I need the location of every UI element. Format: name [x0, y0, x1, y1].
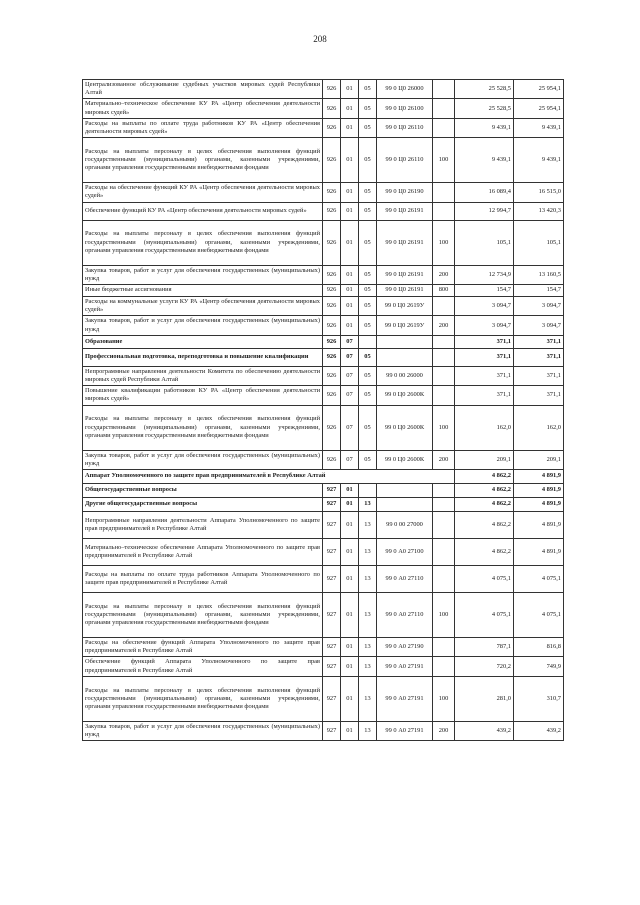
amount-year2-cell: 105,1 — [514, 220, 564, 265]
table-row — [83, 316, 564, 335]
amount-year1-cell: 4 862,2 — [455, 512, 514, 539]
amount-year2-cell: 162,0 — [514, 405, 564, 450]
section-cell: 01 — [341, 297, 359, 316]
target-article-cell: 99 0 Ц0 26191 — [377, 285, 433, 297]
expense-type-cell — [433, 202, 455, 220]
table-row — [83, 512, 564, 539]
section-cell: 01 — [341, 80, 359, 99]
subsection-cell: 13 — [359, 676, 377, 721]
target-article-cell: 99 0 Ц0 26190 — [377, 183, 433, 202]
grbs-cell: 927 — [323, 566, 341, 593]
amount-year1-cell: 4 862,2 — [455, 539, 514, 566]
table-row — [83, 99, 564, 118]
row-name-cell: Повышение квалификации работников КУ РА «Центр обеспечения деятельности мировых судей» — [83, 386, 323, 405]
row-name-cell: Закупка товаров, работ и услуг для обеспечения государственных (муниципальных) нужд — [83, 721, 323, 740]
table-row — [83, 285, 564, 297]
subsection-cell: 13 — [359, 657, 377, 676]
row-name-cell: Аппарат Уполномоченного по защите прав предпринимателей в Республике Алтай — [83, 470, 455, 484]
table-row — [83, 297, 564, 316]
section-cell: 01 — [341, 220, 359, 265]
table-row — [83, 265, 564, 284]
table-row — [83, 498, 564, 512]
grbs-cell: 927 — [323, 593, 341, 638]
budget-table — [82, 79, 564, 741]
section-cell: 07 — [341, 348, 359, 366]
amount-year2-cell: 3 094,7 — [514, 316, 564, 335]
target-article-cell: 99 0 А0 27191 — [377, 676, 433, 721]
table-row — [83, 470, 564, 484]
section-cell: 01 — [341, 138, 359, 183]
amount-year2-cell: 209,1 — [514, 450, 564, 469]
target-article-cell: 99 0 00 27000 — [377, 512, 433, 539]
amount-year2-cell: 749,9 — [514, 657, 564, 676]
section-cell: 01 — [341, 512, 359, 539]
amount-year2-cell: 4 891,9 — [514, 484, 564, 498]
row-name-cell: Расходы на выплаты персоналу в целях обеспечения выполнения функций государственными (муниципальными) органами, казенными учреждениями, органами управления государственными внебюджетными фондами — [83, 220, 323, 265]
grbs-cell: 926 — [323, 265, 341, 284]
row-name-cell: Расходы на выплаты по оплате труда работников КУ РА «Центр обеспечения деятельности мировых судей» — [83, 118, 323, 137]
section-cell: 07 — [341, 386, 359, 405]
amount-year2-cell: 4 891,9 — [514, 539, 564, 566]
grbs-cell: 926 — [323, 220, 341, 265]
grbs-cell: 926 — [323, 118, 341, 137]
amount-year1-cell: 4 862,2 — [455, 498, 514, 512]
section-cell: 01 — [341, 484, 359, 498]
subsection-cell: 05 — [359, 80, 377, 99]
expense-type-cell — [433, 566, 455, 593]
section-cell: 01 — [341, 183, 359, 202]
target-article-cell: 99 0 Ц0 26110 — [377, 118, 433, 137]
section-cell: 01 — [341, 638, 359, 657]
row-name-cell: Расходы на выплаты персоналу в целях обеспечения выполнения функций государственными (муниципальными) органами, казенными учреждениями, органами управления государственными внебюджетными фондами — [83, 593, 323, 638]
grbs-cell: 927 — [323, 638, 341, 657]
expense-type-cell: 200 — [433, 316, 455, 335]
amount-year1-cell: 9 439,1 — [455, 118, 514, 137]
row-name-cell: Непрограммные направления деятельности Комитета по обеспечению деятельности мировых судей Республики Алтай — [83, 366, 323, 385]
amount-year1-cell: 154,7 — [455, 285, 514, 297]
grbs-cell: 927 — [323, 498, 341, 512]
target-article-cell: 99 0 А0 27100 — [377, 539, 433, 566]
section-cell: 01 — [341, 566, 359, 593]
subsection-cell: 05 — [359, 265, 377, 284]
section-cell: 07 — [341, 366, 359, 385]
expense-type-cell — [433, 335, 455, 348]
grbs-cell: 926 — [323, 335, 341, 348]
section-cell: 01 — [341, 539, 359, 566]
grbs-cell: 926 — [323, 366, 341, 385]
amount-year1-cell: 25 528,5 — [455, 99, 514, 118]
expense-type-cell — [433, 183, 455, 202]
grbs-cell: 927 — [323, 721, 341, 740]
amount-year1-cell: 4 075,1 — [455, 566, 514, 593]
subsection-cell: 05 — [359, 202, 377, 220]
section-cell: 01 — [341, 721, 359, 740]
target-article-cell — [377, 498, 433, 512]
section-cell: 01 — [341, 593, 359, 638]
subsection-cell: 13 — [359, 638, 377, 657]
section-cell: 07 — [341, 405, 359, 450]
row-name-cell: Расходы на выплаты персоналу в целях обеспечения выполнения функций государственными (муниципальными) органами, казенными учреждениями, органами управления государственными внебюджетными фондами — [83, 676, 323, 721]
amount-year1-cell: 787,1 — [455, 638, 514, 657]
amount-year2-cell: 371,1 — [514, 348, 564, 366]
target-article-cell: 99 0 Ц0 2619У — [377, 297, 433, 316]
row-name-cell: Расходы на выплаты по оплате труда работников Аппарата Уполномоченного по защите прав предпринимателей в Республике Алтай — [83, 566, 323, 593]
target-article-cell: 99 0 А0 27190 — [377, 638, 433, 657]
grbs-cell: 926 — [323, 183, 341, 202]
target-article-cell: 99 0 Ц0 2619У — [377, 316, 433, 335]
row-name-cell: Расходы на обеспечение функций КУ РА «Центр обеспечения деятельности мировых судей» — [83, 183, 323, 202]
table-row — [83, 405, 564, 450]
table-row — [83, 484, 564, 498]
row-name-cell: Закупка товаров, работ и услуг для обеспечения государственных (муниципальных) нужд — [83, 265, 323, 284]
grbs-cell: 926 — [323, 405, 341, 450]
subsection-cell: 13 — [359, 498, 377, 512]
section-cell: 01 — [341, 118, 359, 137]
expense-type-cell — [433, 297, 455, 316]
subsection-cell: 05 — [359, 220, 377, 265]
amount-year2-cell: 16 515,0 — [514, 183, 564, 202]
amount-year1-cell: 4 862,2 — [455, 470, 514, 484]
amount-year1-cell: 16 089,4 — [455, 183, 514, 202]
target-article-cell: 99 0 Ц0 26110 — [377, 138, 433, 183]
section-cell: 07 — [341, 450, 359, 469]
amount-year2-cell: 816,8 — [514, 638, 564, 657]
amount-year1-cell: 209,1 — [455, 450, 514, 469]
grbs-cell: 926 — [323, 80, 341, 99]
target-article-cell — [377, 484, 433, 498]
expense-type-cell — [433, 484, 455, 498]
row-name-cell: Иные бюджетные ассигнования — [83, 285, 323, 297]
row-name-cell: Образование — [83, 335, 323, 348]
amount-year1-cell: 105,1 — [455, 220, 514, 265]
subsection-cell: 13 — [359, 721, 377, 740]
subsection-cell: 13 — [359, 566, 377, 593]
expense-type-cell: 100 — [433, 220, 455, 265]
grbs-cell: 927 — [323, 512, 341, 539]
table-row — [83, 183, 564, 202]
grbs-cell: 927 — [323, 676, 341, 721]
section-cell: 07 — [341, 335, 359, 348]
grbs-cell: 927 — [323, 539, 341, 566]
amount-year2-cell: 25 954,1 — [514, 99, 564, 118]
target-article-cell — [377, 348, 433, 366]
subsection-cell: 05 — [359, 99, 377, 118]
expense-type-cell: 800 — [433, 285, 455, 297]
target-article-cell: 99 0 А0 27110 — [377, 566, 433, 593]
subsection-cell — [359, 335, 377, 348]
grbs-cell: 926 — [323, 450, 341, 469]
expense-type-cell — [433, 118, 455, 137]
table-row — [83, 138, 564, 183]
amount-year1-cell: 12 994,7 — [455, 202, 514, 220]
amount-year1-cell: 3 094,7 — [455, 316, 514, 335]
grbs-cell: 926 — [323, 316, 341, 335]
row-name-cell: Материально–техническое обеспечение КУ РА «Центр обеспечения деятельности мировых судей» — [83, 99, 323, 118]
expense-type-cell — [433, 657, 455, 676]
expense-type-cell: 100 — [433, 138, 455, 183]
section-cell: 01 — [341, 265, 359, 284]
expense-type-cell: 100 — [433, 593, 455, 638]
amount-year2-cell: 371,1 — [514, 386, 564, 405]
amount-year2-cell: 310,7 — [514, 676, 564, 721]
expense-type-cell — [433, 80, 455, 99]
amount-year2-cell: 9 439,1 — [514, 138, 564, 183]
amount-year2-cell: 4 891,9 — [514, 498, 564, 512]
grbs-cell: 927 — [323, 657, 341, 676]
row-name-cell: Общегосударственные вопросы — [83, 484, 323, 498]
expense-type-cell — [433, 498, 455, 512]
table-row — [83, 593, 564, 638]
section-cell: 01 — [341, 285, 359, 297]
grbs-cell: 926 — [323, 297, 341, 316]
amount-year1-cell: 4 862,2 — [455, 484, 514, 498]
amount-year2-cell: 4 075,1 — [514, 566, 564, 593]
target-article-cell: 99 0 Ц0 2600К — [377, 386, 433, 405]
target-article-cell: 99 0 А0 27191 — [377, 657, 433, 676]
table-row — [83, 348, 564, 366]
amount-year2-cell: 439,2 — [514, 721, 564, 740]
expense-type-cell — [433, 386, 455, 405]
row-name-cell: Расходы на коммунальные услуги КУ РА «Центр обеспечения деятельности мировых судей» — [83, 297, 323, 316]
table-row — [83, 80, 564, 99]
amount-year2-cell: 4 891,9 — [514, 470, 564, 484]
expense-type-cell: 200 — [433, 265, 455, 284]
amount-year1-cell: 9 439,1 — [455, 138, 514, 183]
row-name-cell: Закупка товаров, работ и услуг для обеспечения государственных (муниципальных) нужд — [83, 450, 323, 469]
target-article-cell: 99 0 Ц0 26100 — [377, 99, 433, 118]
amount-year2-cell: 371,1 — [514, 366, 564, 385]
table-row — [83, 220, 564, 265]
amount-year2-cell: 371,1 — [514, 335, 564, 348]
amount-year2-cell: 13 160,5 — [514, 265, 564, 284]
amount-year1-cell: 371,1 — [455, 366, 514, 385]
target-article-cell: 99 0 Ц0 26191 — [377, 220, 433, 265]
expense-type-cell — [433, 539, 455, 566]
grbs-cell: 926 — [323, 99, 341, 118]
amount-year1-cell: 371,1 — [455, 335, 514, 348]
table-row — [83, 638, 564, 657]
target-article-cell: 99 0 Ц0 2600К — [377, 450, 433, 469]
table-row — [83, 721, 564, 740]
page-number: 208 — [313, 34, 327, 44]
expense-type-cell — [433, 99, 455, 118]
amount-year2-cell: 3 094,7 — [514, 297, 564, 316]
section-cell: 01 — [341, 202, 359, 220]
grbs-cell: 926 — [323, 285, 341, 297]
amount-year1-cell: 371,1 — [455, 386, 514, 405]
row-name-cell: Обеспечение функций Аппарата Уполномоченного по защите прав предпринимателей в Республике Алтай — [83, 657, 323, 676]
amount-year1-cell: 371,1 — [455, 348, 514, 366]
subsection-cell: 05 — [359, 138, 377, 183]
subsection-cell: 05 — [359, 348, 377, 366]
row-name-cell: Расходы на выплаты персоналу в целях обеспечения выполнения функций государственными (муниципальными) органами, казенными учреждениями, органами управления государственными внебюджетными фондами — [83, 138, 323, 183]
section-cell: 01 — [341, 657, 359, 676]
amount-year2-cell: 25 954,1 — [514, 80, 564, 99]
target-article-cell — [377, 335, 433, 348]
expense-type-cell — [433, 348, 455, 366]
table-row — [83, 566, 564, 593]
subsection-cell: 05 — [359, 386, 377, 405]
amount-year1-cell: 439,2 — [455, 721, 514, 740]
subsection-cell: 05 — [359, 297, 377, 316]
subsection-cell: 13 — [359, 512, 377, 539]
grbs-cell: 926 — [323, 202, 341, 220]
target-article-cell: 99 0 Ц0 2600К — [377, 405, 433, 450]
expense-type-cell: 200 — [433, 721, 455, 740]
amount-year1-cell: 162,0 — [455, 405, 514, 450]
amount-year1-cell: 12 734,9 — [455, 265, 514, 284]
subsection-cell — [359, 484, 377, 498]
table-row — [83, 202, 564, 220]
table-row — [83, 450, 564, 469]
row-name-cell: Расходы на обеспечение функций Аппарата Уполномоченного по защите прав предпринимателей в Республике Алтай — [83, 638, 323, 657]
table-row — [83, 657, 564, 676]
table-row — [83, 676, 564, 721]
amount-year1-cell: 3 094,7 — [455, 297, 514, 316]
row-name-cell: Закупка товаров, работ и услуг для обеспечения государственных (муниципальных) нужд — [83, 316, 323, 335]
grbs-cell: 926 — [323, 348, 341, 366]
grbs-cell: 926 — [323, 386, 341, 405]
grbs-cell: 927 — [323, 484, 341, 498]
amount-year1-cell: 25 528,5 — [455, 80, 514, 99]
expense-type-cell: 200 — [433, 450, 455, 469]
table-row — [83, 335, 564, 348]
table-row — [83, 539, 564, 566]
subsection-cell: 13 — [359, 539, 377, 566]
row-name-cell: Обеспечение функций КУ РА «Центр обеспечения деятельности мировых судей» — [83, 202, 323, 220]
target-article-cell: 99 0 Ц0 26000 — [377, 80, 433, 99]
amount-year2-cell: 9 439,1 — [514, 118, 564, 137]
amount-year2-cell: 154,7 — [514, 285, 564, 297]
section-cell: 01 — [341, 676, 359, 721]
expense-type-cell: 100 — [433, 405, 455, 450]
row-name-cell: Централизованное обслуживание судебных участков мировых судей Республики Алтай — [83, 80, 323, 99]
row-name-cell: Профессиональная подготовка, переподготовка и повышение квалификации — [83, 348, 323, 366]
subsection-cell: 05 — [359, 285, 377, 297]
section-cell: 01 — [341, 99, 359, 118]
target-article-cell: 99 0 А0 27191 — [377, 721, 433, 740]
expense-type-cell: 100 — [433, 676, 455, 721]
amount-year1-cell: 720,2 — [455, 657, 514, 676]
subsection-cell: 05 — [359, 405, 377, 450]
amount-year2-cell: 13 420,3 — [514, 202, 564, 220]
row-name-cell: Непрограммные направления деятельности Аппарата Уполномоченного по защите прав предпринимателей в Республике Алтай — [83, 512, 323, 539]
section-cell: 01 — [341, 498, 359, 512]
subsection-cell: 05 — [359, 366, 377, 385]
subsection-cell: 05 — [359, 183, 377, 202]
table-row — [83, 366, 564, 385]
subsection-cell: 05 — [359, 450, 377, 469]
row-name-cell: Другие общегосударственные вопросы — [83, 498, 323, 512]
section-cell: 01 — [341, 316, 359, 335]
grbs-cell: 926 — [323, 138, 341, 183]
amount-year2-cell: 4 075,1 — [514, 593, 564, 638]
amount-year1-cell: 4 075,1 — [455, 593, 514, 638]
subsection-cell: 05 — [359, 316, 377, 335]
subsection-cell: 05 — [359, 118, 377, 137]
expense-type-cell — [433, 638, 455, 657]
expense-type-cell — [433, 512, 455, 539]
target-article-cell: 99 0 00 26000 — [377, 366, 433, 385]
row-name-cell: Расходы на выплаты персоналу в целях обеспечения выполнения функций государственными (муниципальными) органами, казенными учреждениями, органами управления государственными внебюджетными фондами — [83, 405, 323, 450]
table-row — [83, 386, 564, 405]
table-row — [83, 118, 564, 137]
target-article-cell: 99 0 А0 27110 — [377, 593, 433, 638]
target-article-cell: 99 0 Ц0 26191 — [377, 202, 433, 220]
row-name-cell: Материально–техническое обеспечение Аппарата Уполномоченного по защите прав предпринимателей в Республике Алтай — [83, 539, 323, 566]
target-article-cell: 99 0 Ц0 26191 — [377, 265, 433, 284]
subsection-cell: 13 — [359, 593, 377, 638]
amount-year1-cell: 281,0 — [455, 676, 514, 721]
expense-type-cell — [433, 366, 455, 385]
amount-year2-cell: 4 891,9 — [514, 512, 564, 539]
